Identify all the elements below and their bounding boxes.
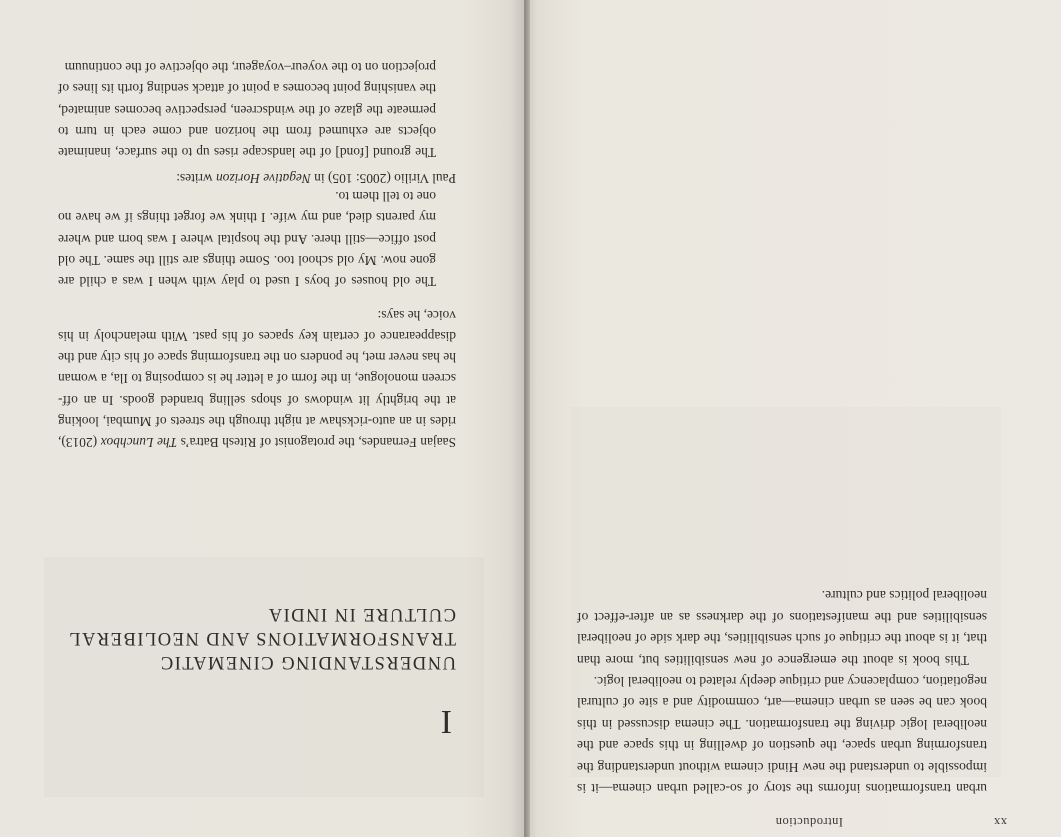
film-title: The Lunchbox xyxy=(100,435,178,450)
chapter-number: I xyxy=(440,703,452,740)
right-page xyxy=(0,0,524,837)
block-quote-virilio: The ground [fond] of the landscape rises up to the surface, inanimate objects are exhumed from the horizon and come each in turn to permeate the glaze of the windscreen, perspective becomes animated, the vanishing point becomes a point of attack sending forth its lines of projection on to the voyeur–voyageur, the objective of the continuum xyxy=(58,60,436,160)
chapter-title xyxy=(56,602,456,674)
show-through-text xyxy=(44,557,484,797)
chapter-title-line: TRANSFORMATIONS AND NEOLIBERAL xyxy=(67,628,456,648)
paragraph-continued: urban transformations informs the story of so-called urban cinema—it is impossible to understand the new Hindi cinema without understanding the transforming urban space, the question of dwelling in this space and the neoliberal logic driving the transformation. The cinema discussed in this book can be seen as urban cinema—art, commodity and a site of cultural negotiation, complacency and critique deeply related to neoliberal logic. xyxy=(577,673,987,796)
left-page xyxy=(524,0,1061,837)
book-title: Negative Horizon xyxy=(216,171,311,186)
chapter-title-line: CULTURE IN INDIA xyxy=(267,604,456,624)
page-number: xx xyxy=(993,815,1007,829)
virilio-intro xyxy=(58,168,456,189)
virilio-text: Paul Virilio (2005: 105) in xyxy=(310,171,456,186)
virilio-text-end: writes: xyxy=(176,171,217,186)
body-text xyxy=(577,585,987,799)
paragraph: This book is about the emergence of new sensibilities but, more than that, it is about the critique of such sensibilities, the dark side of neoliberal sensibilities and the manifestations of the darkness as an after-effect of neoliberal politics and culture. xyxy=(577,588,987,668)
opening-paragraph xyxy=(58,305,456,453)
chapter-title-line: UNDERSTANDING CINEMATIC xyxy=(159,652,456,672)
opening-text: Saajan Fernandes, the protagonist of Ritesh Batra’s xyxy=(177,435,456,450)
opening-text-continued: (2013), rides in an auto-rickshaw at night through the streets of Mumbai, looking at the brightly lit windows of shops selling branded goods. In an off-screen monologue, in the form of a letter he is composing to Ila, a woman he has never met, he ponders on the transforming space of his city and the disappearance of certain key spaces of his past. With melancholy in his voice, he says: xyxy=(58,307,456,450)
running-head: Introduction xyxy=(775,815,843,829)
block-quote-lunchbox: The old houses of boys I used to play with when I was a child are gone now. My old school too. Some things are still the same. The old post office—still there. And the hospital where I was born and where my parents died, and my wife. I think we forget things if we have no one to tell them to. xyxy=(58,189,436,289)
